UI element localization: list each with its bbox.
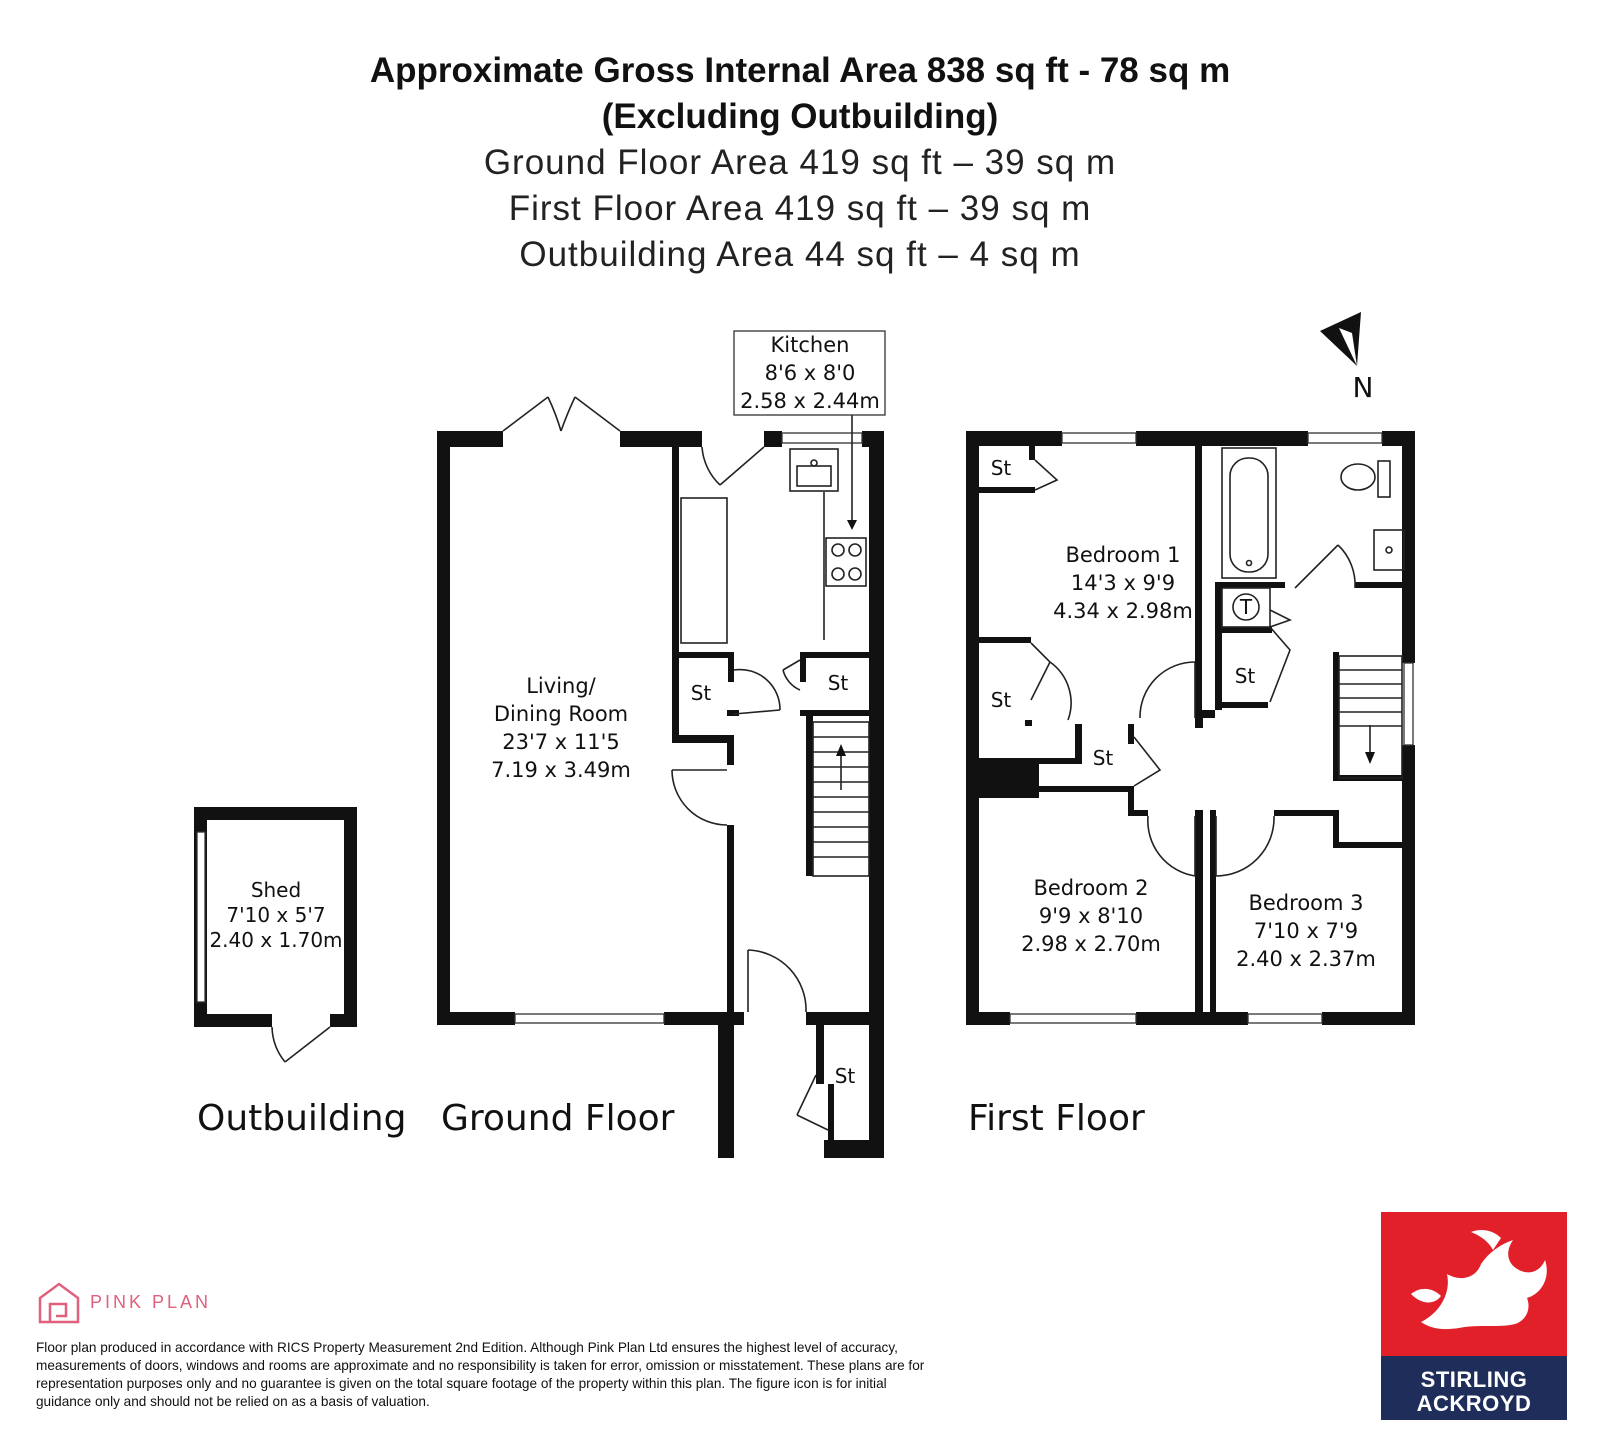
kitchen-window (782, 433, 862, 443)
griffin-icon (1381, 1212, 1567, 1356)
bedroom1-metric: 4.34 x 2.98m (1053, 599, 1193, 623)
shed-name: Shed (250, 878, 302, 902)
store-label: St (1092, 746, 1114, 770)
ground-floor-area: Ground Floor Area 419 sq ft – 39 sq m (483, 143, 1117, 182)
disclaimer-text: Floor plan produced in accordance with RICS Property Measurement 2nd Edition. Although Pink Plan Ltd ensures the highest level of accuracy, measurements of doors, windows and rooms are approximate and no responsibility is taken for error, omission or misstatement. These plans are for representation purposes only and no guarantee is given on the total square footage of the property within this plan. The figure icon is for initial guidance only and should not be relied on as a basis of valuation. (36, 1340, 925, 1409)
landing-window (1404, 663, 1413, 745)
living-imperial: 23'7 x 11'5 (502, 730, 620, 754)
bedroom1-window (1062, 433, 1136, 443)
bedroom3-window (1248, 1014, 1322, 1023)
kitchen-metric: 2.58 x 2.44m (740, 389, 880, 413)
kitchen-imperial: 8'6 x 8'0 (764, 361, 856, 385)
logo-text-line2: ACKROYD (1416, 1391, 1532, 1416)
first-floor-label: First Floor (968, 1098, 1145, 1139)
store-label: St (834, 1064, 856, 1088)
logo-red-panel (1381, 1212, 1567, 1356)
first-floor-area: First Floor Area 419 sq ft – 39 sq m (508, 189, 1092, 228)
bedroom1-imperial: 14'3 x 9'9 (1070, 571, 1176, 595)
store-label: St (1234, 664, 1256, 688)
gross-area-title: Approximate Gross Internal Area 838 sq ft - 78 sq m (369, 51, 1231, 90)
bedroom1-name: Bedroom 1 (1065, 543, 1181, 567)
bedroom3-imperial: 7'10 x 7'9 (1253, 919, 1359, 943)
chimney-breast (979, 764, 1039, 798)
tank-label: T (1239, 595, 1253, 619)
store-label: St (990, 688, 1012, 712)
store-label: St (827, 671, 849, 695)
kitchen-name: Kitchen (770, 333, 850, 357)
bathroom-window (1308, 433, 1382, 443)
excluding-note: (Excluding Outbuilding) (601, 97, 999, 136)
bedroom3-name: Bedroom 3 (1248, 891, 1364, 915)
bedroom2-metric: 2.98 x 2.70m (1021, 932, 1161, 956)
store-label: St (690, 681, 712, 705)
north-compass-icon (1320, 312, 1373, 404)
living-name-1: Living/ (526, 674, 596, 698)
bedroom2-window (1010, 1014, 1136, 1023)
shed-metric: 2.40 x 1.70m (209, 928, 343, 952)
pink-plan-logo-icon (36, 1280, 82, 1326)
store-label: St (990, 456, 1012, 480)
pink-plan-brand: PINK PLAN (90, 1292, 212, 1312)
bedroom2-imperial: 9'9 x 8'10 (1038, 904, 1144, 928)
outbuilding-floor-label: Outbuilding (197, 1098, 407, 1139)
living-name-2: Dining Room (493, 702, 629, 726)
bedroom3-metric: 2.40 x 2.37m (1236, 947, 1376, 971)
bedroom2-name: Bedroom 2 (1033, 876, 1149, 900)
shed-imperial: 7'10 x 5'7 (226, 903, 326, 927)
north-label: N (1352, 371, 1374, 404)
ground-floor-label: Ground Floor (441, 1098, 675, 1139)
logo-text-line1: STIRLING (1420, 1367, 1528, 1392)
outbuilding-area: Outbuilding Area 44 sq ft – 4 sq m (519, 235, 1081, 274)
shed-door (272, 1027, 330, 1062)
stirling-ackroyd-logo (1381, 1212, 1567, 1420)
shed-window (197, 832, 205, 1002)
living-metric: 7.19 x 3.49m (491, 758, 631, 782)
living-window (515, 1014, 664, 1023)
ground-floor-walls (437, 431, 884, 1158)
